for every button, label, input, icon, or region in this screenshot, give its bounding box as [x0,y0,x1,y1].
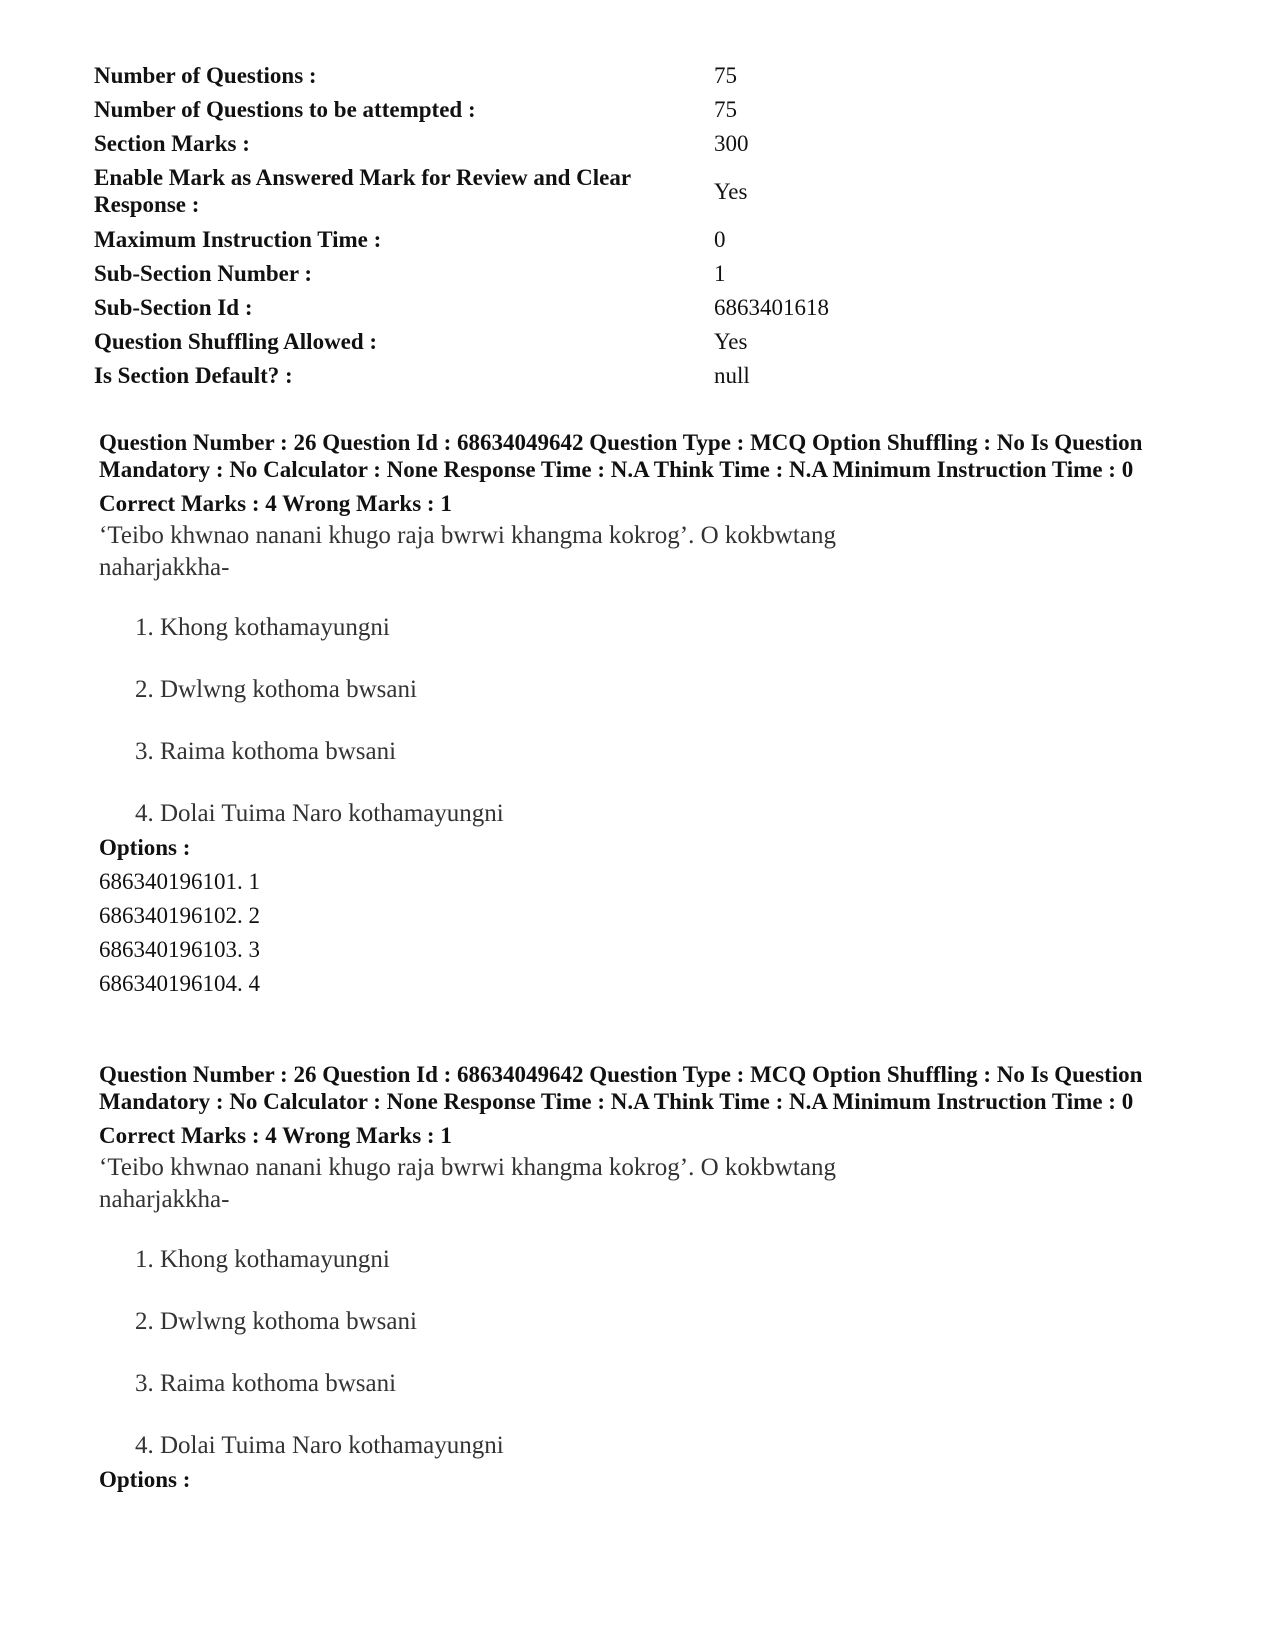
section-info-value: 0 [714,226,726,252]
question-choice: 2. Dwlwng kothoma bwsani [135,676,417,703]
section-info-row [94,58,854,92]
question-choices [99,1245,1159,1461]
option-id: 686340196101. 1 [99,869,260,894]
section-info-value: 6863401618 [714,294,829,320]
section-info-row [94,256,854,290]
question-choice: 4. Dolai Tuima Naro kothamayungni [135,1432,504,1459]
question-choice: 3. Raima kothoma bwsani [135,1370,397,1397]
section-info-value: 75 [714,62,737,88]
section-info-label: Sub-Section Id : [94,294,253,320]
question-marks: Correct Marks : 4 Wrong Marks : 1 [99,491,452,516]
question-text: ‘Teibo khwnao nanani khugo raja bwrwi khangma kokrog’. O kokbwtang naharjakkha- [99,1154,836,1213]
question-header: Question Number : 26 Question Id : 68634049642 Question Type : MCQ Option Shuffling : No Is Question Mandatory : No Calculator : None Response Time : N.A Think Time : N.A Minimum Instruction Time : 0 [99,430,1143,482]
question-choice: 2. Dwlwng kothoma bwsani [135,1308,417,1335]
section-info-value: 300 [714,130,749,156]
section-info-value: null [714,362,750,388]
section-info-row [94,222,854,256]
question-choices [99,613,1159,829]
section-info-row [94,358,854,392]
section-info-value: Yes [714,178,748,204]
section-info-label: Maximum Instruction Time : [94,226,382,252]
section-info-label: Sub-Section Number : [94,260,313,286]
question-choice: 1. Khong kothamayungni [135,614,390,641]
section-info-table [94,58,854,392]
option-id-list [99,865,1159,1001]
question-choice: 3. Raima kothoma bwsani [135,738,397,765]
section-info-value: Yes [714,328,748,354]
question-header: Question Number : 26 Question Id : 68634049642 Question Type : MCQ Option Shuffling : No Is Question Mandatory : No Calculator : None Response Time : N.A Think Time : N.A Minimum Instruction Time : 0 [99,1062,1143,1114]
section-info-row [94,92,854,126]
question-block [99,1061,1159,1495]
section-info-label: Section Marks : [94,130,250,156]
section-info-value: 1 [714,260,726,286]
section-info-row [94,324,854,358]
section-info-row [94,126,854,160]
section-info-label: Number of Questions : [94,62,317,88]
question-marks: Correct Marks : 4 Wrong Marks : 1 [99,1123,452,1148]
section-info-label: Number of Questions to be attempted : [94,96,476,122]
section-info-label: Question Shuffling Allowed : [94,328,378,354]
option-id: 686340196102. 2 [99,903,260,928]
section-info-label: Is Section Default? : [94,362,293,388]
section-info-label: Enable Mark as Answered Mark for Review and Clear Response : [94,165,631,217]
options-label: Options : [99,835,191,860]
section-info-value: 75 [714,96,737,122]
question-choice: 1. Khong kothamayungni [135,1246,390,1273]
section-info-row [94,290,854,324]
options-label: Options : [99,1467,191,1492]
question-block [99,429,1159,1001]
section-info-row [94,160,854,222]
question-text: ‘Teibo khwnao nanani khugo raja bwrwi khangma kokrog’. O kokbwtang naharjakkha- [99,522,836,581]
question-choice: 4. Dolai Tuima Naro kothamayungni [135,800,504,827]
option-id: 686340196103. 3 [99,937,260,962]
option-id: 686340196104. 4 [99,971,260,996]
